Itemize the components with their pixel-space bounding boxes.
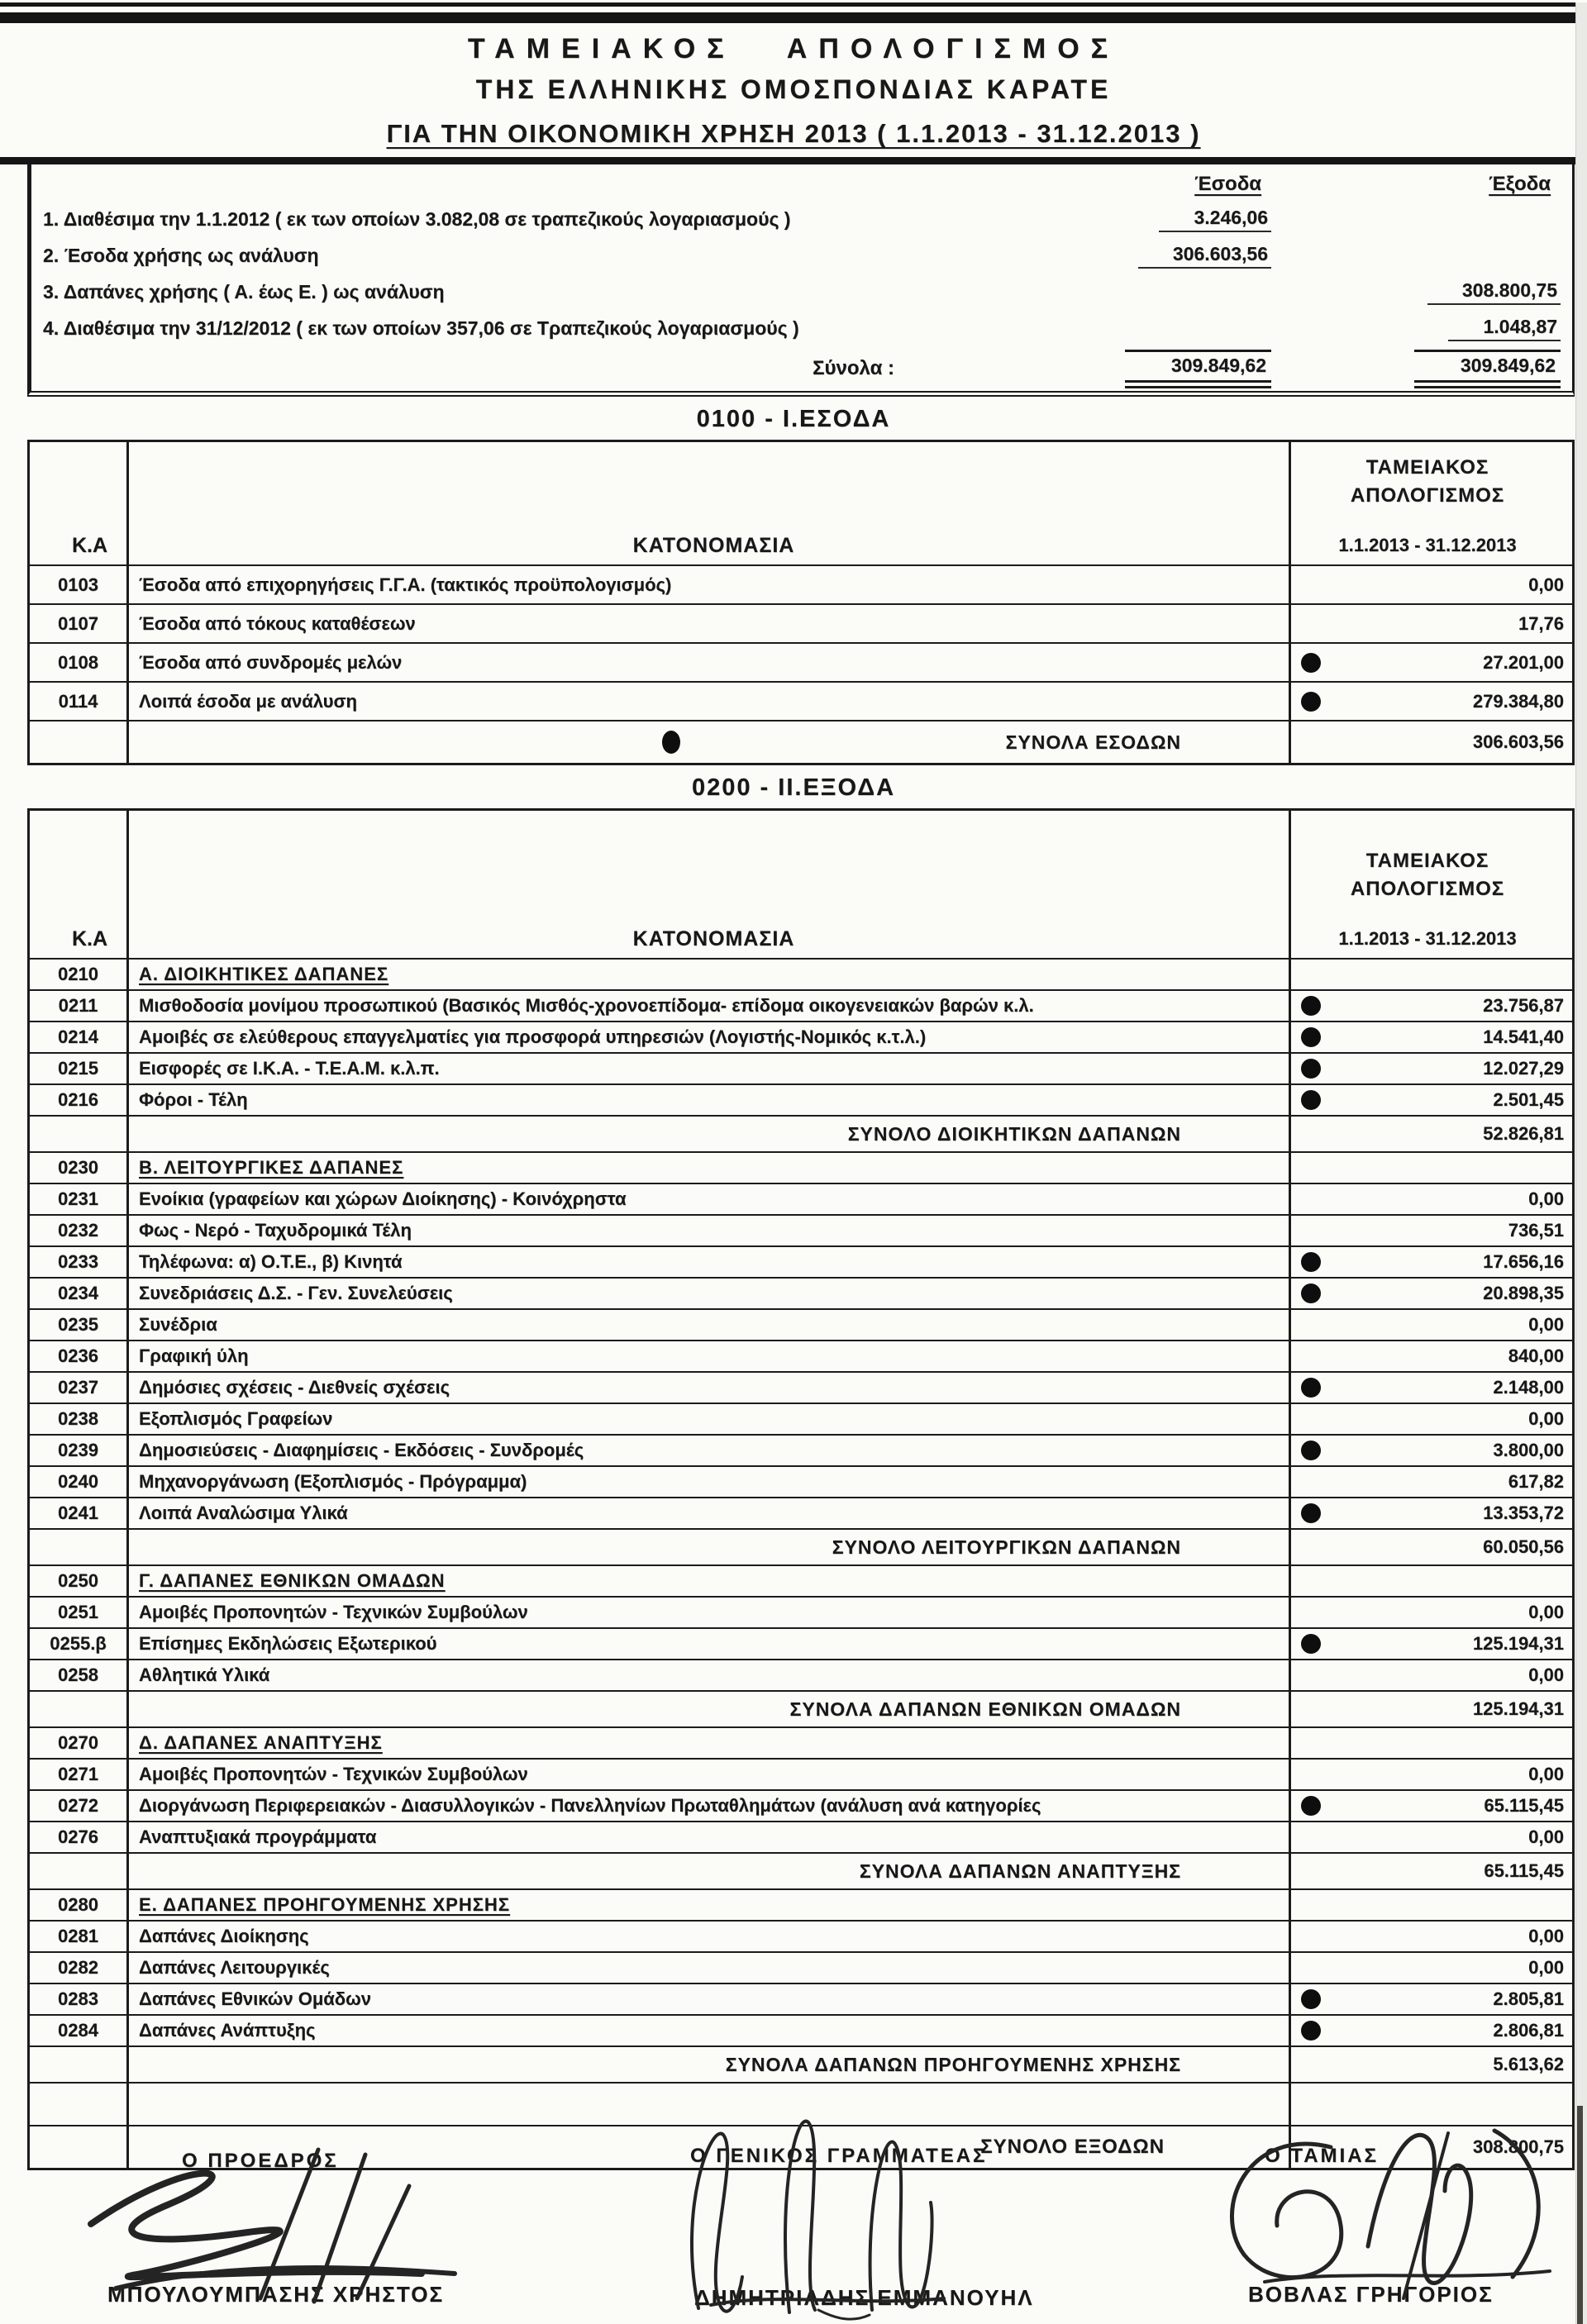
table-row (30, 1373, 1572, 1404)
table-row (30, 1598, 1572, 1629)
summary-row-label: 2. Έσοδα χρήσης ως ανάλυση (43, 244, 319, 266)
row-amount: 65.115,45 (1484, 1860, 1564, 1881)
value-column-header (1291, 442, 1572, 564)
subtotal-value (1291, 1117, 1572, 1151)
row-code: 0240 (30, 1467, 129, 1497)
grand-total-label: ΣΥΝΟΛΟ ΕΞΟΔΩΝ (129, 2126, 1291, 2168)
row-amount: 17,76 (1518, 612, 1564, 634)
subtotal-row (30, 1117, 1572, 1153)
bullet-icon (1301, 1796, 1321, 1816)
table-row (30, 1085, 1572, 1117)
row-name: Έσοδα από τόκους καταθέσεων (129, 605, 1291, 642)
row-amount: 0,00 (1528, 1314, 1564, 1335)
row-amount: 0,00 (1528, 1826, 1564, 1847)
row-amount: 306.603,56 (1472, 731, 1564, 752)
row-amount: 617,82 (1508, 1471, 1564, 1492)
bullet-icon (1301, 1059, 1321, 1079)
subtotal-label: ΣΥΝΟΛΟ ΛΕΙΤΟΥΡΓΙΚΩΝ ΔΑΠΑΝΩΝ (129, 1530, 1291, 1564)
row-value (1291, 1822, 1572, 1852)
row-code: 0232 (30, 1216, 129, 1245)
row-name: Μισθοδοσία μονίμου προσωπικού (Βασικός Μισθός-χρονοεπίδομα- επίδομα οικογενειακών βαρών κ.λ. (129, 991, 1291, 1021)
row-amount: 3.800,00 (1493, 1440, 1564, 1460)
table-row (30, 1953, 1572, 1984)
income-table-header (30, 442, 1572, 566)
table-row (30, 1247, 1572, 1279)
row-amount: 0,00 (1528, 1926, 1564, 1946)
table-row (30, 1022, 1572, 1054)
row-name: Έσοδα από επιχορηγήσεις Γ.Γ.Α. (τακτικός προϋπολογισμός) (129, 566, 1291, 603)
scan-edge-artifact (1575, 2, 1587, 2324)
row-amount: 0,00 (1528, 1602, 1564, 1622)
row-amount: 2.148,00 (1493, 1377, 1564, 1398)
subtotal-row (30, 2047, 1572, 2084)
table-row (30, 1404, 1572, 1436)
bullet-icon (1301, 1378, 1321, 1398)
row-amount: 2.501,45 (1493, 1089, 1564, 1110)
signature-title-general-secretary: Ο ΓΕΝΙΚΟΣ ΓΡΑΜΜΑΤΕΑΣ (690, 2145, 988, 2167)
row-value (1291, 960, 1572, 989)
table-row (30, 1279, 1572, 1310)
income-amount: 3.246,06 (1159, 207, 1271, 232)
row-name: Δημόσιες σχέσεις - Διεθνείς σχέσεις (129, 1373, 1291, 1402)
row-code (30, 1854, 129, 1888)
subtotal-label: ΣΥΝΟΛΑ ΔΑΠΑΝΩΝ ΠΡΟΗΓΟΥΜΕΝΗΣ ΧΡΗΣΗΣ (129, 2047, 1291, 2082)
table-row (30, 1216, 1572, 1247)
summary-total-income (1010, 350, 1283, 388)
row-code: 0233 (30, 1247, 129, 1277)
table-row (30, 991, 1572, 1022)
bullet-icon (1301, 1441, 1321, 1460)
row-amount: 65.115,45 (1484, 1795, 1564, 1816)
bullet-icon (1301, 692, 1321, 712)
bullet-icon (1301, 1634, 1321, 1654)
row-code: 0250 (30, 1566, 129, 1596)
table-row (30, 1822, 1572, 1854)
row-name: Συνεδριάσεις Δ.Σ. - Γεν. Συνελεύσεις (129, 1279, 1291, 1308)
subtotal-value (1291, 1530, 1572, 1564)
summary-row-expense (1283, 279, 1572, 305)
row-name: Έσοδα από συνδρομές μελών (129, 644, 1291, 681)
summary-row (31, 310, 1572, 346)
row-value (1291, 1216, 1572, 1245)
row-name: Αμοιβές Προπονητών - Τεχνικών Συμβούλων (129, 1598, 1291, 1627)
summary-totals-label: Σύνολα : (813, 357, 894, 379)
row-name: Επίσημες Εκδηλώσεις Εξωτερικού (129, 1629, 1291, 1659)
row-code: 0255.β (30, 1629, 129, 1659)
group-name: Β. ΛΕΙΤΟΥΡΓΙΚΕΣ ΔΑΠΑΝΕΣ (129, 1153, 1291, 1183)
group-name: Ε. ΔΑΠΑΝΕΣ ΠΡΟΗΓΟΥΜΕΝΗΣ ΧΡΗΣΗΣ (129, 1890, 1291, 1920)
row-value (1291, 1953, 1572, 1983)
signature-name-treasurer: ΒΟΒΛΑΣ ΓΡΗΓΟΡΙΟΣ (1248, 2282, 1494, 2307)
row-amount: 308.800,75 (1472, 2136, 1564, 2157)
row-name: Δαπάνες Ανάπτυξης (129, 2016, 1291, 2045)
value-header-period: 1.1.2013 - 31.12.2013 (1338, 928, 1517, 949)
row-code: 0238 (30, 1404, 129, 1434)
row-value (1291, 1728, 1572, 1758)
table-row (30, 1791, 1572, 1822)
row-code: 0241 (30, 1498, 129, 1528)
row-name: Αναπτυξιακά προγράμματα (129, 1822, 1291, 1852)
value-header-line1: ΤΑΜΕΙΑΚΟΣ (1365, 850, 1489, 872)
summary-row-income (1010, 207, 1283, 232)
name-column-header: ΚΑΤΟΝΟΜΑΣΙΑ (129, 811, 1291, 958)
expense-amount: 1.048,87 (1448, 316, 1561, 341)
row-code (30, 1692, 129, 1726)
row-amount: 0,00 (1528, 1408, 1564, 1429)
row-code: 0276 (30, 1822, 129, 1852)
row-value (1291, 1279, 1572, 1308)
row-value (1291, 1598, 1572, 1627)
row-value (1291, 1022, 1572, 1052)
group-header-row (30, 1890, 1572, 1922)
row-amount: 2.805,81 (1493, 1988, 1564, 2009)
value-header-period: 1.1.2013 - 31.12.2013 (1338, 535, 1517, 555)
row-amount: 23.756,87 (1483, 995, 1564, 1016)
name-column-header: ΚΑΤΟΝΟΜΑΣΙΑ (129, 442, 1291, 564)
table-row (30, 566, 1572, 605)
row-code: 0251 (30, 1598, 129, 1627)
bullet-icon (1301, 1027, 1321, 1047)
row-code: 0284 (30, 2016, 129, 2045)
group-header-row (30, 1153, 1572, 1184)
signature-name-general-secretary: ΔΗΜΗΤΡΙΑΔΗΣ ΕΜΜΑΝΟΥΗΛ (694, 2285, 1034, 2310)
subtotal-value (1291, 2047, 1572, 2082)
top-rule-thick (0, 12, 1587, 23)
summary-row-label: 4. Διαθέσιμα την 31/12/2012 ( εκ των οποίων 357,06 σε Τραπεζικούς λογαριασμούς ) (43, 317, 799, 339)
row-value (1291, 1184, 1572, 1214)
row-value (1291, 1890, 1572, 1920)
row-code: 0280 (30, 1890, 129, 1920)
income-amount: 306.603,56 (1138, 243, 1271, 269)
row-value (1291, 2016, 1572, 2045)
row-code: 0215 (30, 1054, 129, 1083)
table-row (30, 1341, 1572, 1373)
signature-block-general-secretary (653, 2102, 1066, 2324)
row-value (1291, 1310, 1572, 1340)
summary-table (27, 164, 1575, 397)
row-name: Δαπάνες Εθνικών Ομάδων (129, 1984, 1291, 2014)
summary-totals-row (31, 346, 1572, 391)
row-code: 0108 (30, 644, 129, 681)
table-row (30, 1922, 1572, 1953)
row-value (1291, 991, 1572, 1021)
income-total-value (1291, 721, 1572, 763)
group-header-row (30, 1728, 1572, 1760)
signature-block-treasurer (1182, 2102, 1579, 2324)
table-row (30, 1436, 1572, 1467)
row-code: 0230 (30, 1153, 129, 1183)
table-row (30, 1184, 1572, 1216)
row-code: 0214 (30, 1022, 129, 1052)
table-row (30, 644, 1572, 683)
row-code: 0216 (30, 1085, 129, 1115)
group-header-row (30, 1566, 1572, 1598)
total-expense-amount: 309.849,62 (1414, 350, 1561, 388)
row-name: Μηχανοργάνωση (Εξοπλισμός - Πρόγραμμα) (129, 1467, 1291, 1497)
bullet-icon (1301, 1090, 1321, 1110)
row-code: 0237 (30, 1373, 129, 1402)
code-column-header: Κ.Α (30, 811, 129, 958)
row-amount: 17.656,16 (1483, 1251, 1564, 1272)
bullet-icon (1301, 1283, 1321, 1303)
row-value (1291, 1436, 1572, 1465)
expense-rows (30, 960, 1572, 2168)
summary-header-row (31, 168, 1572, 201)
subtotal-row (30, 1692, 1572, 1728)
row-value (1291, 1629, 1572, 1659)
document-title-line3: ΓΙΑ ΤΗΝ ΟΙΚΟΝΟΜΙΚΗ ΧΡΗΣΗ 2013 ( 1.1.2013 - 31.12.2013 ) (386, 119, 1201, 148)
table-row (30, 1760, 1572, 1791)
row-value (1291, 1373, 1572, 1402)
expense-column-header: Έξοδα (1489, 173, 1551, 195)
group-header-row (30, 960, 1572, 991)
row-code (30, 721, 129, 763)
group-name: Α. ΔΙΟΙΚΗΤΙΚΕΣ ΔΑΠΑΝΕΣ (129, 960, 1291, 989)
row-value (1291, 1341, 1572, 1371)
row-code: 0281 (30, 1922, 129, 1951)
signature-title-treasurer: Ο ΤΑΜΙΑΣ (1265, 2145, 1379, 2167)
row-value (1291, 1566, 1572, 1596)
subtotal-label: ΣΥΝΟΛΑ ΔΑΠΑΝΩΝ ΑΝΑΠΤΥΞΗΣ (129, 1854, 1291, 1888)
document-title-line2: ΤΗΣ ΕΛΛΗΝΙΚΗΣ ΟΜΟΣΠΟΝΔΙΑΣ ΚΑΡΑΤΕ (475, 74, 1112, 104)
row-value (1291, 1085, 1572, 1115)
row-amount: 0,00 (1528, 1764, 1564, 1784)
row-name: Ενοίκια (γραφείων και χώρων Διοίκησης) - Κοινόχρηστα (129, 1184, 1291, 1214)
row-name: Εξοπλισμός Γραφείων (129, 1404, 1291, 1434)
row-name: Γραφική ύλη (129, 1341, 1291, 1371)
row-amount: 5.613,62 (1493, 2054, 1564, 2074)
header-divider-rule (0, 157, 1587, 164)
row-code: 0231 (30, 1184, 129, 1214)
row-name: Φόροι - Τέλη (129, 1085, 1291, 1115)
row-amount: 0,00 (1528, 1957, 1564, 1978)
row-amount: 13.353,72 (1483, 1503, 1564, 1523)
row-code: 0282 (30, 1953, 129, 1983)
summary-rows (31, 201, 1572, 346)
expense-section-title: 0200 - ΙΙ.ΕΞΟΔΑ (691, 774, 896, 801)
summary-row (31, 237, 1572, 274)
row-amount: 60.050,56 (1483, 1536, 1564, 1557)
row-code: 0283 (30, 1984, 129, 2014)
row-name: Τηλέφωνα: α) Ο.Τ.Ε., β) Κινητά (129, 1247, 1291, 1277)
bullet-icon (1301, 2021, 1321, 2041)
value-header-line2: ΑΠΟΛΟΓΙΣΜΟΣ (1350, 484, 1505, 507)
subtotal-label: ΣΥΝΟΛΟ ΔΙΟΙΚΗΤΙΚΩΝ ΔΑΠΑΝΩΝ (129, 1117, 1291, 1151)
row-amount: 14.541,40 (1483, 1026, 1564, 1047)
row-amount: 52.826,81 (1483, 1123, 1564, 1144)
row-code: 0103 (30, 566, 129, 603)
bullet-icon (1301, 1503, 1321, 1523)
table-row (30, 1660, 1572, 1692)
summary-row-label: 1. Διαθέσιμα την 1.1.2012 ( εκ των οποίων 3.082,08 σε τραπεζικούς λογαριασμούς ) (43, 207, 791, 230)
table-row (30, 1310, 1572, 1341)
group-name: Δ. ΔΑΠΑΝΕΣ ΑΝΑΠΤΥΞΗΣ (129, 1728, 1291, 1758)
income-total-row (30, 721, 1572, 763)
summary-row (31, 274, 1572, 310)
row-value (1291, 1467, 1572, 1497)
row-amount: 2.806,81 (1493, 2020, 1564, 2041)
expense-table-header (30, 811, 1572, 960)
bullet-icon (1301, 1989, 1321, 2009)
document-title-line1: ΤΑΜΕΙΑΚΟΣ ΑΠΟΛΟΓΙΣΜΟΣ (467, 33, 1120, 64)
row-name: Λοιπά έσοδα με ανάλυση (129, 683, 1291, 720)
table-row (30, 1498, 1572, 1530)
row-amount: 0,00 (1528, 1664, 1564, 1685)
subtotal-value (1291, 1692, 1572, 1726)
row-code: 0114 (30, 683, 129, 720)
row-amount: 12.027,29 (1483, 1058, 1564, 1079)
bullet-icon (1301, 1252, 1321, 1272)
row-code (30, 1117, 129, 1151)
row-code: 0211 (30, 991, 129, 1021)
row-name: Εισφορές σε Ι.Κ.Α. - Τ.Ε.Α.Μ. κ.λ.π. (129, 1054, 1291, 1083)
code-column-header: Κ.Α (30, 442, 129, 564)
income-table (27, 440, 1575, 765)
row-name: Δημοσιεύσεις - Διαφημίσεις - Εκδόσεις - Συνδρομές (129, 1436, 1291, 1465)
row-name: Αμοιβές Προπονητών - Τεχνικών Συμβούλων (129, 1760, 1291, 1789)
signature-name-president: ΜΠΟΥΛΟΥΜΠΑΣΗΣ ΧΡΗΣΤΟΣ (107, 2282, 445, 2307)
signature-block-president (58, 2102, 537, 2324)
row-amount: 840,00 (1508, 1345, 1564, 1366)
row-value (1291, 683, 1572, 720)
expense-amount: 308.800,75 (1427, 279, 1561, 305)
bullet-icon (1301, 996, 1321, 1016)
row-code: 0235 (30, 1310, 129, 1340)
total-income-amount: 309.849,62 (1125, 350, 1271, 388)
row-code: 0258 (30, 1660, 129, 1690)
row-value (1291, 1984, 1572, 2014)
row-value (1291, 644, 1572, 681)
row-code: 0236 (30, 1341, 129, 1371)
row-code: 0239 (30, 1436, 129, 1465)
signatures-section (0, 2102, 1587, 2324)
row-value (1291, 566, 1572, 603)
row-name: Αθλητικά Υλικά (129, 1660, 1291, 1690)
row-amount: 0,00 (1528, 574, 1564, 595)
row-name: Συνέδρια (129, 1310, 1291, 1340)
row-name: Δαπάνες Διοίκησης (129, 1922, 1291, 1951)
row-name: Αμοιβές σε ελεύθερους επαγγελματίες για προσφορά υπηρεσιών (Λογιστής-Νομικός κ.τ.λ.) (129, 1022, 1291, 1052)
value-header-line1: ΤΑΜΕΙΑΚΟΣ (1365, 456, 1489, 479)
row-code: 0271 (30, 1760, 129, 1789)
value-column-header (1291, 811, 1572, 958)
row-amount: 0,00 (1528, 1188, 1564, 1209)
summary-row-income (1010, 243, 1283, 269)
summary-row (31, 201, 1572, 237)
subtotal-row (30, 1854, 1572, 1890)
row-value (1291, 1760, 1572, 1789)
row-code: 0107 (30, 605, 129, 642)
row-value (1291, 1922, 1572, 1951)
income-rows (30, 566, 1572, 763)
table-row (30, 1054, 1572, 1085)
row-code (30, 1530, 129, 1564)
row-value (1291, 1404, 1572, 1434)
subtotal-value (1291, 1854, 1572, 1888)
row-value (1291, 1791, 1572, 1821)
row-code: 0210 (30, 960, 129, 989)
table-row (30, 605, 1572, 644)
table-row (30, 683, 1572, 721)
income-total-label: ΣΥΝΟΛΑ ΕΣΟΔΩΝ (129, 721, 1291, 763)
summary-row-label: 3. Δαπάνες χρήσης ( Α. έως Ε. ) ως ανάλυση (43, 280, 445, 302)
row-code: 0272 (30, 1791, 129, 1821)
row-code (30, 2047, 129, 2082)
top-rule-thin (0, 2, 1587, 7)
table-row (30, 2016, 1572, 2047)
signature-title-president: Ο ΠΡΟΕΔΡΟΣ (182, 2150, 339, 2172)
row-value (1291, 1660, 1572, 1690)
scanned-financial-report (0, 2, 1587, 2324)
row-name: Λοιπά Αναλώσιμα Υλικά (129, 1498, 1291, 1528)
bullet-icon (662, 731, 680, 754)
row-name: Φως - Νερό - Ταχυδρομικά Τέλη (129, 1216, 1291, 1245)
table-row (30, 1467, 1572, 1498)
document-header (0, 23, 1587, 157)
row-value (1291, 1153, 1572, 1183)
row-value (1291, 1498, 1572, 1528)
row-value (1291, 1247, 1572, 1277)
bullet-icon (1301, 653, 1321, 673)
row-value (1291, 605, 1572, 642)
group-name: Γ. ΔΑΠΑΝΕΣ ΕΘΝΙΚΩΝ ΟΜΑΔΩΝ (129, 1566, 1291, 1596)
row-code: 0234 (30, 1279, 129, 1308)
row-amount: 125.194,31 (1472, 1633, 1564, 1654)
row-amount: 125.194,31 (1472, 1698, 1564, 1719)
row-code: 0270 (30, 1728, 129, 1758)
row-value (1291, 1054, 1572, 1083)
subtotal-row (30, 1530, 1572, 1566)
summary-total-expense (1283, 350, 1572, 388)
row-amount: 27.201,00 (1483, 651, 1564, 673)
row-name: Διοργάνωση Περιφερειακών - Διασυλλογικών - Πανελληνίων Πρωταθλημάτων (ανάλυση ανά κατηγορίες (129, 1791, 1291, 1821)
income-column-header: Έσοδα (1194, 173, 1261, 195)
subtotal-label: ΣΥΝΟΛΑ ΔΑΠΑΝΩΝ ΕΘΝΙΚΩΝ ΟΜΑΔΩΝ (129, 1692, 1291, 1726)
value-header-line2: ΑΠΟΛΟΓΙΣΜΟΣ (1350, 878, 1505, 900)
row-amount: 736,51 (1508, 1220, 1564, 1241)
table-row (30, 1984, 1572, 2016)
income-section-title: 0100 - Ι.ΕΣΟΔΑ (696, 406, 891, 432)
summary-row-expense (1283, 316, 1572, 341)
table-row (30, 1629, 1572, 1660)
expense-table (27, 808, 1575, 2170)
row-amount: 20.898,35 (1483, 1283, 1564, 1303)
row-name: Δαπάνες Λειτουργικές (129, 1953, 1291, 1983)
row-amount: 279.384,80 (1472, 690, 1564, 712)
